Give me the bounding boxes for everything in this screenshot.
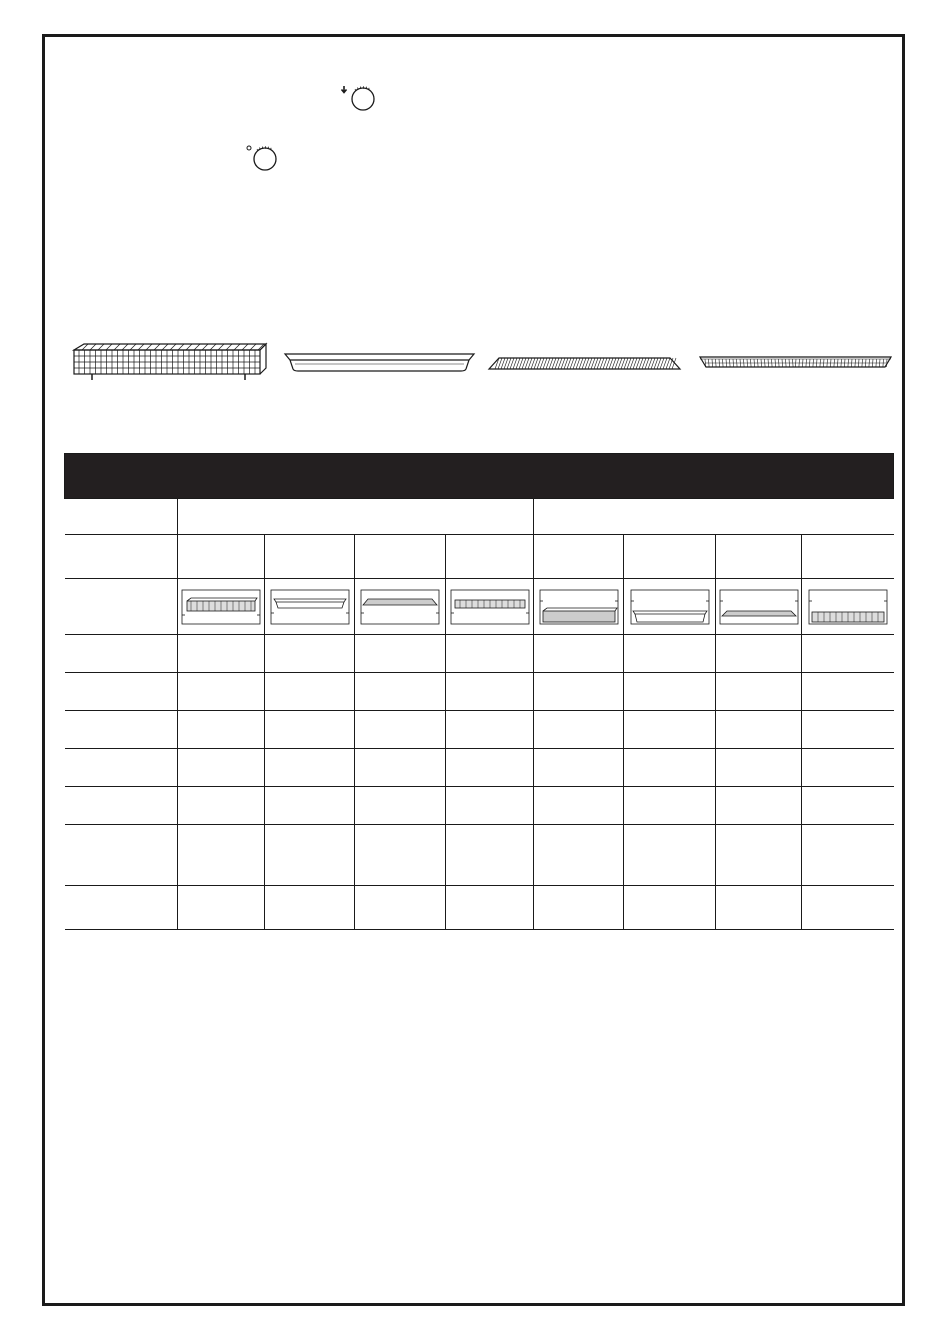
baking-tray-illustration	[283, 350, 476, 374]
table-cell	[716, 825, 802, 886]
thumb-cell	[355, 579, 446, 635]
table-cell	[716, 673, 802, 711]
table-cell	[65, 711, 178, 749]
table-cell	[265, 749, 355, 787]
basket-low-thumbnail-icon	[539, 589, 619, 625]
wire-line	[202, 344, 208, 350]
wire-line	[90, 344, 96, 350]
tray-thumbnail-icon	[270, 589, 350, 625]
mesh-tray-low-thumbnail-icon	[808, 589, 888, 625]
table-cell	[446, 711, 534, 749]
table-row	[65, 535, 894, 579]
table-row	[65, 787, 894, 825]
table-cell	[534, 825, 624, 886]
rack-low-thumbnail-icon	[719, 589, 799, 625]
table-cell	[534, 787, 624, 825]
table-row	[65, 886, 894, 930]
table-cell	[178, 635, 265, 673]
thumb-cell	[716, 579, 802, 635]
wire-line	[106, 344, 112, 350]
table-cell	[624, 886, 716, 930]
table-cell	[446, 535, 534, 579]
wire-line	[194, 344, 200, 350]
table-header-bar	[65, 454, 894, 499]
table-cell	[65, 673, 178, 711]
table-cell	[65, 535, 178, 579]
table-cell	[534, 535, 624, 579]
table-cell	[355, 825, 446, 886]
table-cell	[802, 673, 894, 711]
table-row	[65, 711, 894, 749]
table-cell	[265, 711, 355, 749]
wire-line	[178, 344, 184, 350]
thumb-cell	[802, 579, 894, 635]
wire-line	[98, 344, 104, 350]
table-cell	[355, 711, 446, 749]
table-cell	[65, 825, 178, 886]
wire-line	[154, 344, 160, 350]
table-row-thumbnails	[65, 579, 894, 635]
wire-line	[130, 344, 136, 350]
table-cell	[265, 787, 355, 825]
table-header-cell	[65, 454, 894, 499]
wire-line	[122, 344, 128, 350]
table-cell	[802, 787, 894, 825]
table-cell	[65, 499, 178, 535]
table-cell	[446, 787, 534, 825]
table-row	[65, 635, 894, 673]
table-cell	[624, 635, 716, 673]
table-cell	[802, 535, 894, 579]
table-cell	[265, 535, 355, 579]
wire-line	[226, 344, 232, 350]
table-cell	[716, 635, 802, 673]
table-cell	[624, 673, 716, 711]
table-cell	[178, 673, 265, 711]
wire-line	[242, 344, 248, 350]
table-cell	[716, 886, 802, 930]
table-cell	[355, 673, 446, 711]
wire-line	[146, 344, 152, 350]
table-cell	[802, 886, 894, 930]
table-cell	[65, 579, 178, 635]
table-cell	[178, 787, 265, 825]
wire-line	[170, 344, 176, 350]
wire-line	[218, 344, 224, 350]
wire-line	[250, 344, 256, 350]
table-cell	[624, 711, 716, 749]
table-cell	[265, 886, 355, 930]
basket-thumbnail-icon	[181, 589, 261, 625]
thumb-cell	[178, 579, 265, 635]
table-row	[65, 825, 894, 886]
table-cell	[802, 711, 894, 749]
table-row	[65, 499, 894, 535]
table-cell	[624, 787, 716, 825]
table-row	[65, 749, 894, 787]
wire-line	[186, 344, 192, 350]
tray-low-thumbnail-icon	[630, 589, 710, 625]
table-cell	[534, 635, 624, 673]
thumb-cell	[265, 579, 355, 635]
table-cell	[355, 749, 446, 787]
table-cell	[446, 673, 534, 711]
table-cell	[265, 635, 355, 673]
wire-line	[162, 344, 168, 350]
table-cell	[716, 749, 802, 787]
mesh-tray-thumbnail-icon	[450, 589, 530, 625]
table-cell	[65, 749, 178, 787]
table-cell	[265, 825, 355, 886]
table-cell	[716, 711, 802, 749]
table-cell	[65, 635, 178, 673]
table-cell	[65, 787, 178, 825]
table-cell	[624, 749, 716, 787]
table-row	[65, 673, 894, 711]
accessory-position-table	[64, 453, 894, 930]
table-cell	[355, 635, 446, 673]
table-cell	[534, 749, 624, 787]
wire-line	[138, 344, 144, 350]
table-cell	[265, 673, 355, 711]
table-cell	[355, 886, 446, 930]
table-cell	[534, 886, 624, 930]
wire-line	[114, 344, 120, 350]
group-cell-right	[534, 499, 894, 535]
table-cell	[802, 749, 894, 787]
table-cell	[178, 711, 265, 749]
table-cell	[178, 535, 265, 579]
table-cell	[65, 886, 178, 930]
wire-rack-illustration	[487, 355, 682, 373]
table-cell	[178, 825, 265, 886]
thumb-cell	[534, 579, 624, 635]
wire-line	[234, 344, 240, 350]
table-cell	[624, 535, 716, 579]
thumb-cell	[624, 579, 716, 635]
table-cell	[355, 787, 446, 825]
table-cell	[446, 635, 534, 673]
table-cell	[178, 749, 265, 787]
group-cell-left	[178, 499, 534, 535]
table-cell	[534, 673, 624, 711]
thumb-cell	[446, 579, 534, 635]
table-cell	[624, 825, 716, 886]
table-cell	[802, 635, 894, 673]
table-cell	[716, 535, 802, 579]
wire-line	[210, 344, 216, 350]
table-cell	[178, 886, 265, 930]
rack-thumbnail-icon	[360, 589, 440, 625]
table-cell	[802, 825, 894, 886]
temperature-dial-icon	[244, 142, 280, 174]
table-cell	[446, 749, 534, 787]
table-cell	[716, 787, 802, 825]
wire-basket-illustration	[70, 340, 270, 382]
table-cell	[355, 535, 446, 579]
timer-dial-icon	[338, 82, 378, 114]
mesh-crisper-tray-illustration	[699, 352, 892, 372]
table-cell	[446, 886, 534, 930]
table-cell	[534, 711, 624, 749]
table-cell	[446, 825, 534, 886]
